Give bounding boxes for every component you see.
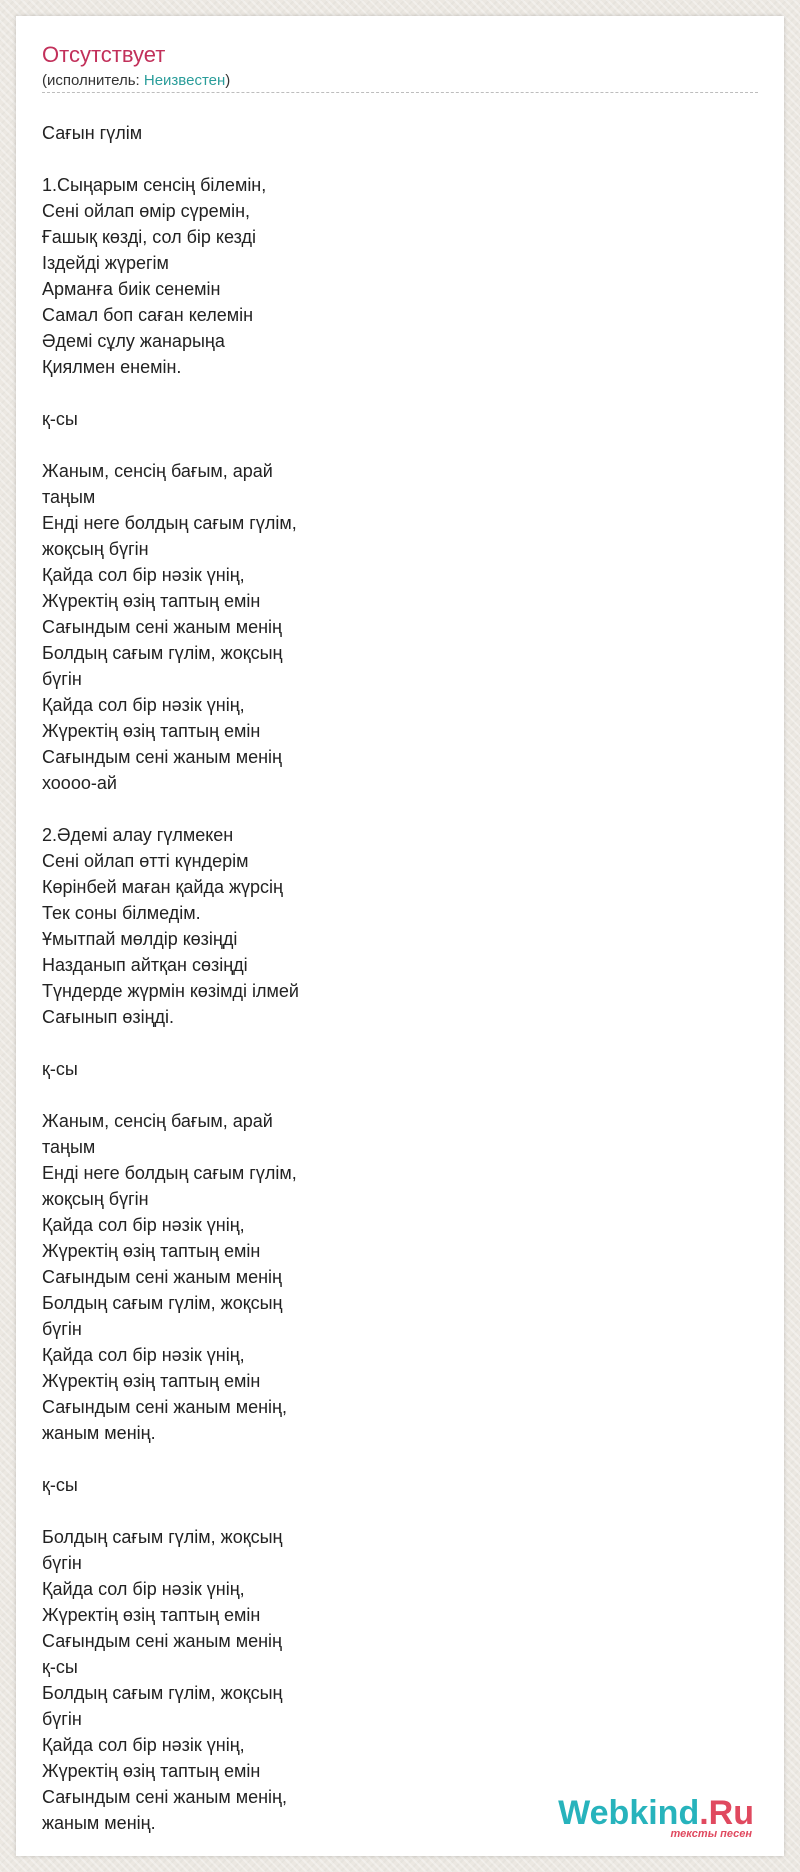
lyric-line: Тек соны білмедім. — [42, 903, 201, 923]
lyric-line: Қайда сол бір нәзік үнің, — [42, 695, 245, 715]
lyric-line: Енді неге болдың сағым гүлім, — [42, 513, 297, 533]
lyric-line: Қайда сол бір нәзік үнің, — [42, 565, 245, 585]
lyric-line: 2.Әдемі алау гүлмекен — [42, 825, 234, 845]
artist-prefix: (исполнитель: — [42, 72, 144, 89]
lyric-blank-line — [42, 432, 299, 458]
logo-tagline: тексты песен — [670, 1828, 752, 1840]
lyric-line: жоқсың бүгін — [42, 539, 149, 559]
lyric-line: Сені ойлап өтті күндерім — [42, 851, 249, 871]
lyric-line: Қайда сол бір нәзік үнің, — [42, 1215, 245, 1235]
lyric-line: Ұмытпай мөлдір көзіңді — [42, 929, 238, 949]
artist-line — [42, 72, 230, 89]
lyrics-text — [42, 120, 299, 1836]
lyric-blank-line — [42, 1082, 299, 1108]
lyric-line: Жүректің өзің таптың емін — [42, 1605, 261, 1625]
lyric-line: қ-сы — [42, 409, 78, 429]
divider — [42, 92, 758, 93]
lyric-line: Сағындым сені жаным менің — [42, 1267, 282, 1287]
lyric-line: Көрінбей маған қайда жүрсің — [42, 877, 283, 897]
lyric-line: Болдың сағым гүлім, жоқсың — [42, 1527, 283, 1547]
lyric-line: Сағындым сені жаным менің — [42, 1631, 282, 1651]
song-title: Отсутствует — [42, 42, 166, 67]
lyric-blank-line — [42, 796, 299, 822]
lyric-line: қ-сы — [42, 1657, 78, 1677]
lyric-blank-line — [42, 1030, 299, 1056]
lyric-blank-line — [42, 380, 299, 406]
lyric-line: 1.Сыңарым сенсің білемін, — [42, 175, 267, 195]
lyric-line: Сағындым сені жаным менің — [42, 747, 282, 767]
lyric-line: Сағындым сені жаным менің, — [42, 1397, 287, 1417]
logo-ru-text: .Ru — [699, 1794, 754, 1832]
lyrics-card — [16, 16, 784, 1856]
logo-web-text: Webkind — [558, 1794, 700, 1832]
lyric-line: Енді неге болдың сағым гүлім, — [42, 1163, 297, 1183]
lyric-line: Арманға биік сенемін — [42, 279, 221, 299]
lyric-line: хоооо-ай — [42, 773, 117, 793]
lyric-line: Ғашық көзді, сол бір кезді — [42, 227, 256, 247]
lyric-line: таңым — [42, 1137, 96, 1157]
lyric-line: Әдемі сұлу жанарыңа — [42, 331, 225, 351]
lyric-line: Назданып айтқан сөзіңді — [42, 955, 248, 975]
lyric-line: Түндерде жүрмін көзімді ілмей — [42, 981, 299, 1001]
lyric-line: Қайда сол бір нәзік үнің, — [42, 1345, 245, 1365]
lyric-line: Самал боп саған келемін — [42, 305, 254, 325]
lyric-line: Сағынып өзіңді. — [42, 1007, 175, 1027]
artist-link[interactable]: Неизвестен — [143, 72, 226, 89]
lyric-line: Жаным, сенсің бағым, арай — [42, 461, 273, 481]
lyric-line: Болдың сағым гүлім, жоқсың — [42, 1293, 283, 1313]
lyric-line: Сағындым сені жаным менің, — [42, 1787, 287, 1807]
lyric-line: таңым — [42, 487, 96, 507]
lyric-line: Қиялмен енемін. — [42, 357, 182, 377]
lyric-line: Жүректің өзің таптың емін — [42, 1241, 261, 1261]
lyric-line: жоқсың бүгін — [42, 1189, 149, 1209]
lyric-line: Қайда сол бір нәзік үнің, — [42, 1579, 245, 1599]
lyric-blank-line — [42, 1446, 299, 1472]
lyric-line: Сағындым сені жаным менің — [42, 617, 282, 637]
lyric-line: Сағын гүлім — [42, 123, 143, 143]
lyric-blank-line — [42, 1498, 299, 1524]
lyric-line: жаным менің. — [42, 1813, 156, 1833]
lyric-line: бүгін — [42, 1709, 82, 1729]
lyric-line: Жүректің өзің таптың емін — [42, 591, 261, 611]
lyric-line: Сені ойлап өмір сүремін, — [42, 201, 251, 221]
lyric-line: бүгін — [42, 669, 82, 689]
lyric-line: Іздейді жүрегім — [42, 253, 169, 273]
webkind-logo[interactable] — [558, 1796, 754, 1840]
artist-suffix: ) — [225, 72, 231, 89]
lyric-line: бүгін — [42, 1319, 82, 1339]
lyric-line: Қайда сол бір нәзік үнің, — [42, 1735, 245, 1755]
lyric-line: қ-сы — [42, 1475, 78, 1495]
lyric-line: бүгін — [42, 1553, 82, 1573]
lyric-line: Болдың сағым гүлім, жоқсың — [42, 1683, 283, 1703]
lyric-line: Жаным, сенсің бағым, арай — [42, 1111, 273, 1131]
lyric-line: жаным менің. — [42, 1423, 156, 1443]
lyric-line: Жүректің өзің таптың емін — [42, 1761, 261, 1781]
lyric-blank-line — [42, 146, 299, 172]
lyric-line: Жүректің өзің таптың емін — [42, 1371, 261, 1391]
lyric-line: Жүректің өзің таптың емін — [42, 721, 261, 741]
lyric-line: Болдың сағым гүлім, жоқсың — [42, 643, 283, 663]
lyric-line: қ-сы — [42, 1059, 78, 1079]
